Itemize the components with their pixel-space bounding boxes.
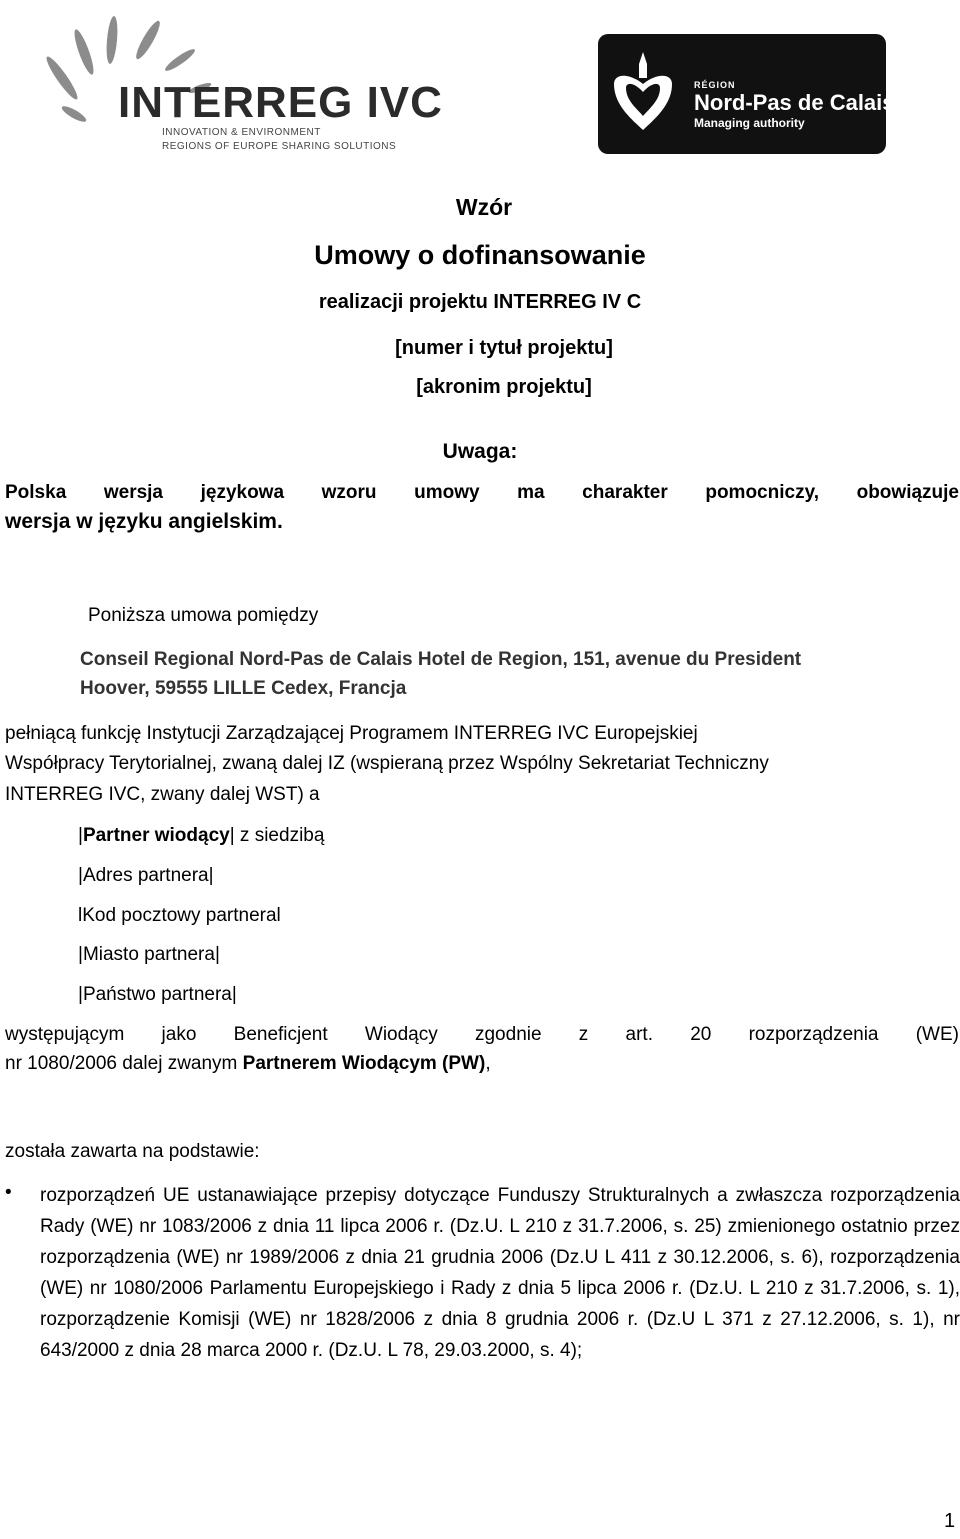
lead-beneficiary-suffix: , xyxy=(485,1053,491,1074)
field-bar-left: | xyxy=(78,944,83,965)
partner-lead-line xyxy=(78,825,324,847)
partner-address-line xyxy=(78,865,214,887)
managing-authority-name-line-1: Conseil Regional Nord-Pas de Calais Hotel de Region, 151, avenue du President xyxy=(80,649,802,670)
partner-city-placeholder: Miasto partnera xyxy=(82,944,215,965)
project-number-placeholder: [numer i tytuł projektu] xyxy=(395,337,613,359)
region-subtitle: Managing authority xyxy=(694,116,805,130)
page-number: 1 xyxy=(944,1510,956,1532)
lead-beneficiary-term: Partnerem Wiodącym (PW) xyxy=(242,1053,486,1074)
field-bar-right: | xyxy=(214,944,220,965)
document-title: Umowy o dofinansowanie xyxy=(314,240,646,270)
partner-country-placeholder: Państwo partnera xyxy=(82,984,232,1005)
field-bar-left: | xyxy=(78,825,83,846)
basis-text: została zawarta na podstawie: xyxy=(5,1141,260,1162)
field-bar-right: | xyxy=(231,984,237,1005)
partner-address-placeholder: Adres partnera xyxy=(82,865,209,886)
partner-lead-placeholder: Partner wiodący xyxy=(82,825,230,846)
region-name: Nord-Pas de Calais xyxy=(694,90,895,115)
regulation-list-item: rozporządzeń UE ustanawiające przepisy dotyczące Funduszy Strukturalnych a zwłaszcza rozporządzenia Rady (WE) nr 1083/2006 z dnia 11 lipca 2006 r. (Dz.U. L 210 z 31.7.2006, s. 25) zmienionego ostatnio przez rozporządzenia (WE) nr 1989/2006 z dnia 21 grudnia 2006 (Dz.U L 411 z 30.12.2006, s. 6), rozporządzenia (WE) nr 1080/2006 Parlamentu Europejskiego i Rady z dnia 5 lipca 2006 r. (Dz.U. L 210 z 31.7.2006, s. 1), rozporządzenie Komisji (WE) nr 1828/2006 z dnia 8 grudnia 2006 r. (Dz.U L 371 z 27.12.2006, s. 1), nr 643/2000 z dnia 28 marca 2000 r. (Dz.U. L 78, 29.03.2000, s. 4); xyxy=(40,1185,960,1361)
partner-country-line xyxy=(78,984,237,1006)
managing-authority-line-2: Współpracy Terytorialnej, zwaną dalej IZ (wspieraną przez Wspólny Sekretariat Techniczny xyxy=(5,753,769,774)
interreg-wordmark: INTERREG IVC xyxy=(118,78,443,127)
lead-beneficiary-prefix: nr 1080/2006 dalej zwanym xyxy=(5,1053,243,1074)
bullet-marker: • xyxy=(5,1182,12,1203)
region-label: RÉGION xyxy=(694,80,736,90)
lead-beneficiary-line-2 xyxy=(5,1053,491,1075)
partner-seat-text: z siedzibą xyxy=(234,825,325,846)
interreg-tagline-line-2: REGIONS OF EUROPE SHARING SOLUTIONS xyxy=(162,141,397,152)
note-heading: Uwaga: xyxy=(442,440,518,463)
field-bar-left: | xyxy=(78,865,83,886)
partner-city-line xyxy=(78,944,220,966)
note-line-1: Polska wersja językowa wzoru umowy ma charakter pomocniczy, obowiązuje xyxy=(5,482,959,503)
interreg-tagline-line-1: INNOVATION & ENVIRONMENT xyxy=(162,127,321,138)
region-emblem-icon xyxy=(598,34,688,154)
note-line-2: wersja w języku angielskim. xyxy=(5,510,283,533)
field-bar-left: | xyxy=(78,984,83,1005)
partner-postcode-placeholder: lKod pocztowy partneral xyxy=(78,905,281,926)
intro-text: Poniższa umowa pomiędzy xyxy=(88,605,319,626)
managing-authority-line-3: INTERREG IVC, zwany dalej WST) a xyxy=(5,784,320,805)
interreg-tagline xyxy=(162,126,396,154)
document-subtitle: realizacji projektu INTERREG IV C xyxy=(318,291,642,313)
field-bar-right: | xyxy=(208,865,214,886)
document-label: Wzór xyxy=(455,194,513,220)
field-bar-right: | xyxy=(229,825,235,846)
lead-beneficiary-line-1: występującym jako Beneficjent Wiodący zgodnie z art. 20 rozporządzenia (WE) xyxy=(5,1024,959,1045)
managing-authority-line-1: pełniącą funkcję Instytucji Zarządzającej Programem INTERREG IVC Europejskiej xyxy=(5,723,698,744)
project-acronym-placeholder: [akronim projektu] xyxy=(416,376,592,398)
managing-authority-name-line-2: Hoover, 59555 LILLE Cedex, Francja xyxy=(80,678,407,699)
